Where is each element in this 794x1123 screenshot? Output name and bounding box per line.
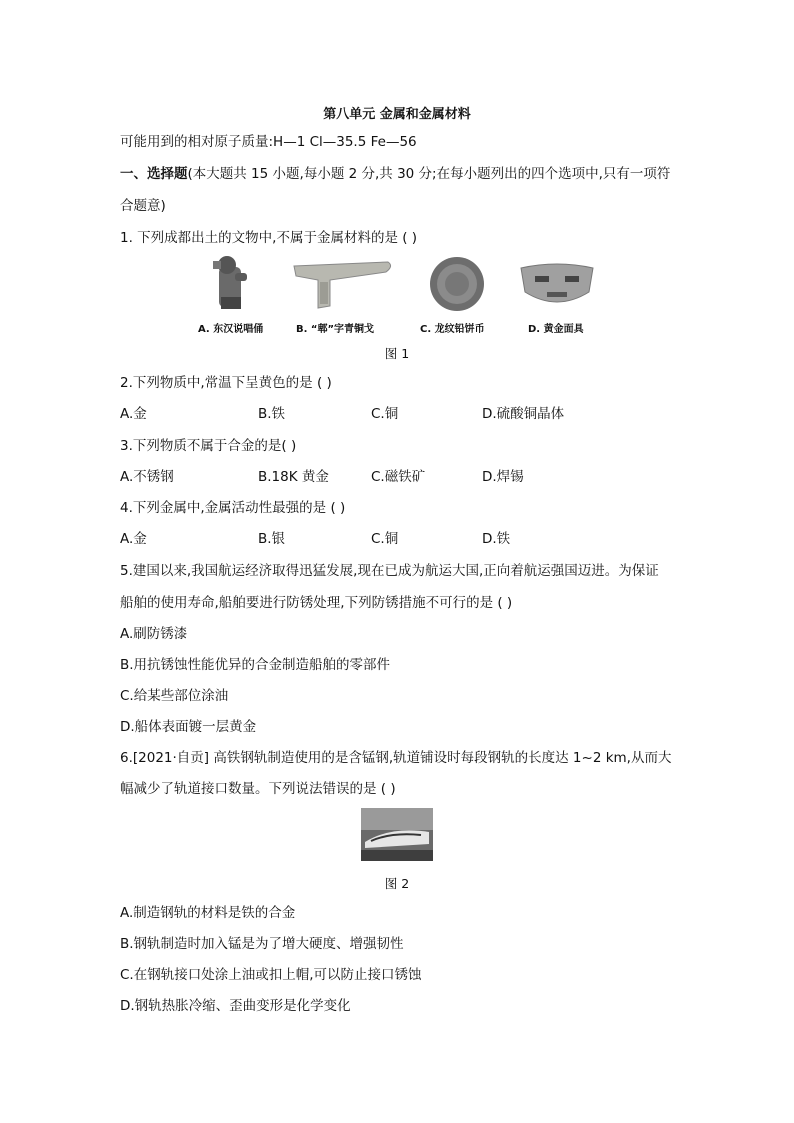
q3-option-d: D.焊锡 bbox=[482, 469, 524, 485]
q5-option-b: B.用抗锈蚀性能优异的合金制造船舶的零部件 bbox=[120, 657, 391, 673]
q2-option-a: A.金 bbox=[120, 406, 147, 422]
figurine-image bbox=[205, 253, 255, 311]
atomic-mass-line: 可能用到的相对原子质量:H—1 Cl—35.5 Fe—56 bbox=[120, 134, 417, 150]
q4-stem: 4.下列金属中,金属活动性最强的是 ( ) bbox=[120, 500, 346, 516]
figure-1-caption: 图 1 bbox=[384, 346, 410, 361]
q3-option-b: B.18K 黄金 bbox=[258, 469, 329, 485]
q2-option-c: C.铜 bbox=[371, 406, 399, 422]
lead-coin-image bbox=[428, 255, 486, 313]
high-speed-train-image bbox=[361, 808, 433, 861]
unit-title: 第八单元 金属和金属材料 bbox=[323, 107, 471, 122]
q3-option-a: A.不锈钢 bbox=[120, 469, 174, 485]
q6-option-b: B.钢轨制造时加入锰是为了增大硬度、增强韧性 bbox=[120, 936, 404, 952]
q6-option-d: D.钢轨热胀冷缩、歪曲变形是化学变化 bbox=[120, 998, 351, 1014]
q4-option-d: D.铁 bbox=[482, 531, 511, 547]
q3-stem: 3.下列物质不属于合金的是( ) bbox=[120, 438, 297, 454]
q5-option-a: A.刷防锈漆 bbox=[120, 626, 188, 642]
q5-option-c: C.给某些部位涂油 bbox=[120, 688, 229, 704]
section-desc: (本大题共 15 小题,每小题 2 分,共 30 分;在每小题列出的四个选项中,只有一项符 bbox=[187, 166, 671, 182]
q6-option-a: A.制造钢轨的材料是铁的合金 bbox=[120, 905, 296, 921]
q1-option-c: C. 龙纹铅饼币 bbox=[420, 324, 485, 335]
section-label: 一、选择题 bbox=[120, 166, 188, 182]
q1-stem: 1. 下列成都出土的文物中,不属于金属材料的是 ( ) bbox=[120, 230, 418, 246]
gold-mask-image bbox=[517, 262, 597, 310]
figure-2-caption: 图 2 bbox=[384, 876, 410, 891]
q6-option-c: C.在钢轨接口处涂上油或扣上帽,可以防止接口锈蚀 bbox=[120, 967, 422, 983]
q3-option-c: C.磁铁矿 bbox=[371, 469, 426, 485]
q4-option-c: C.铜 bbox=[371, 531, 399, 547]
bronze-dagger-image bbox=[290, 258, 396, 312]
section-desc-cont: 合题意) bbox=[120, 198, 166, 214]
section-header bbox=[120, 164, 670, 184]
q2-stem: 2.下列物质中,常温下呈黄色的是 ( ) bbox=[120, 375, 332, 391]
q6-stem-line2: 幅减少了轨道接口数量。下列说法错误的是 ( ) bbox=[120, 781, 396, 797]
q1-option-d: D. 黄金面具 bbox=[528, 324, 584, 335]
q6-stem-line1: 6.[2021·自贡] 高铁钢轨制造使用的是含锰钢,轨道铺设时每段钢轨的长度达 1~2 km,从而大 bbox=[120, 750, 672, 766]
q4-option-a: A.金 bbox=[120, 531, 147, 547]
q5-option-d: D.船体表面镀一层黄金 bbox=[120, 719, 257, 735]
q4-option-b: B.银 bbox=[258, 531, 286, 547]
q2-option-d: D.硫酸铜晶体 bbox=[482, 406, 565, 422]
q5-stem-line2: 船舶的使用寿命,船舶要进行防锈处理,下列防锈措施不可行的是 ( ) bbox=[120, 595, 513, 611]
q1-option-a: A. 东汉说唱俑 bbox=[198, 324, 264, 335]
q5-stem-line1: 5.建国以来,我国航运经济取得迅猛发展,现在已成为航运大国,正向着航运强国迈进。为保证 bbox=[120, 563, 659, 579]
q1-option-b: B. “郫”字青铜戈 bbox=[296, 324, 375, 335]
q2-option-b: B.铁 bbox=[258, 406, 286, 422]
